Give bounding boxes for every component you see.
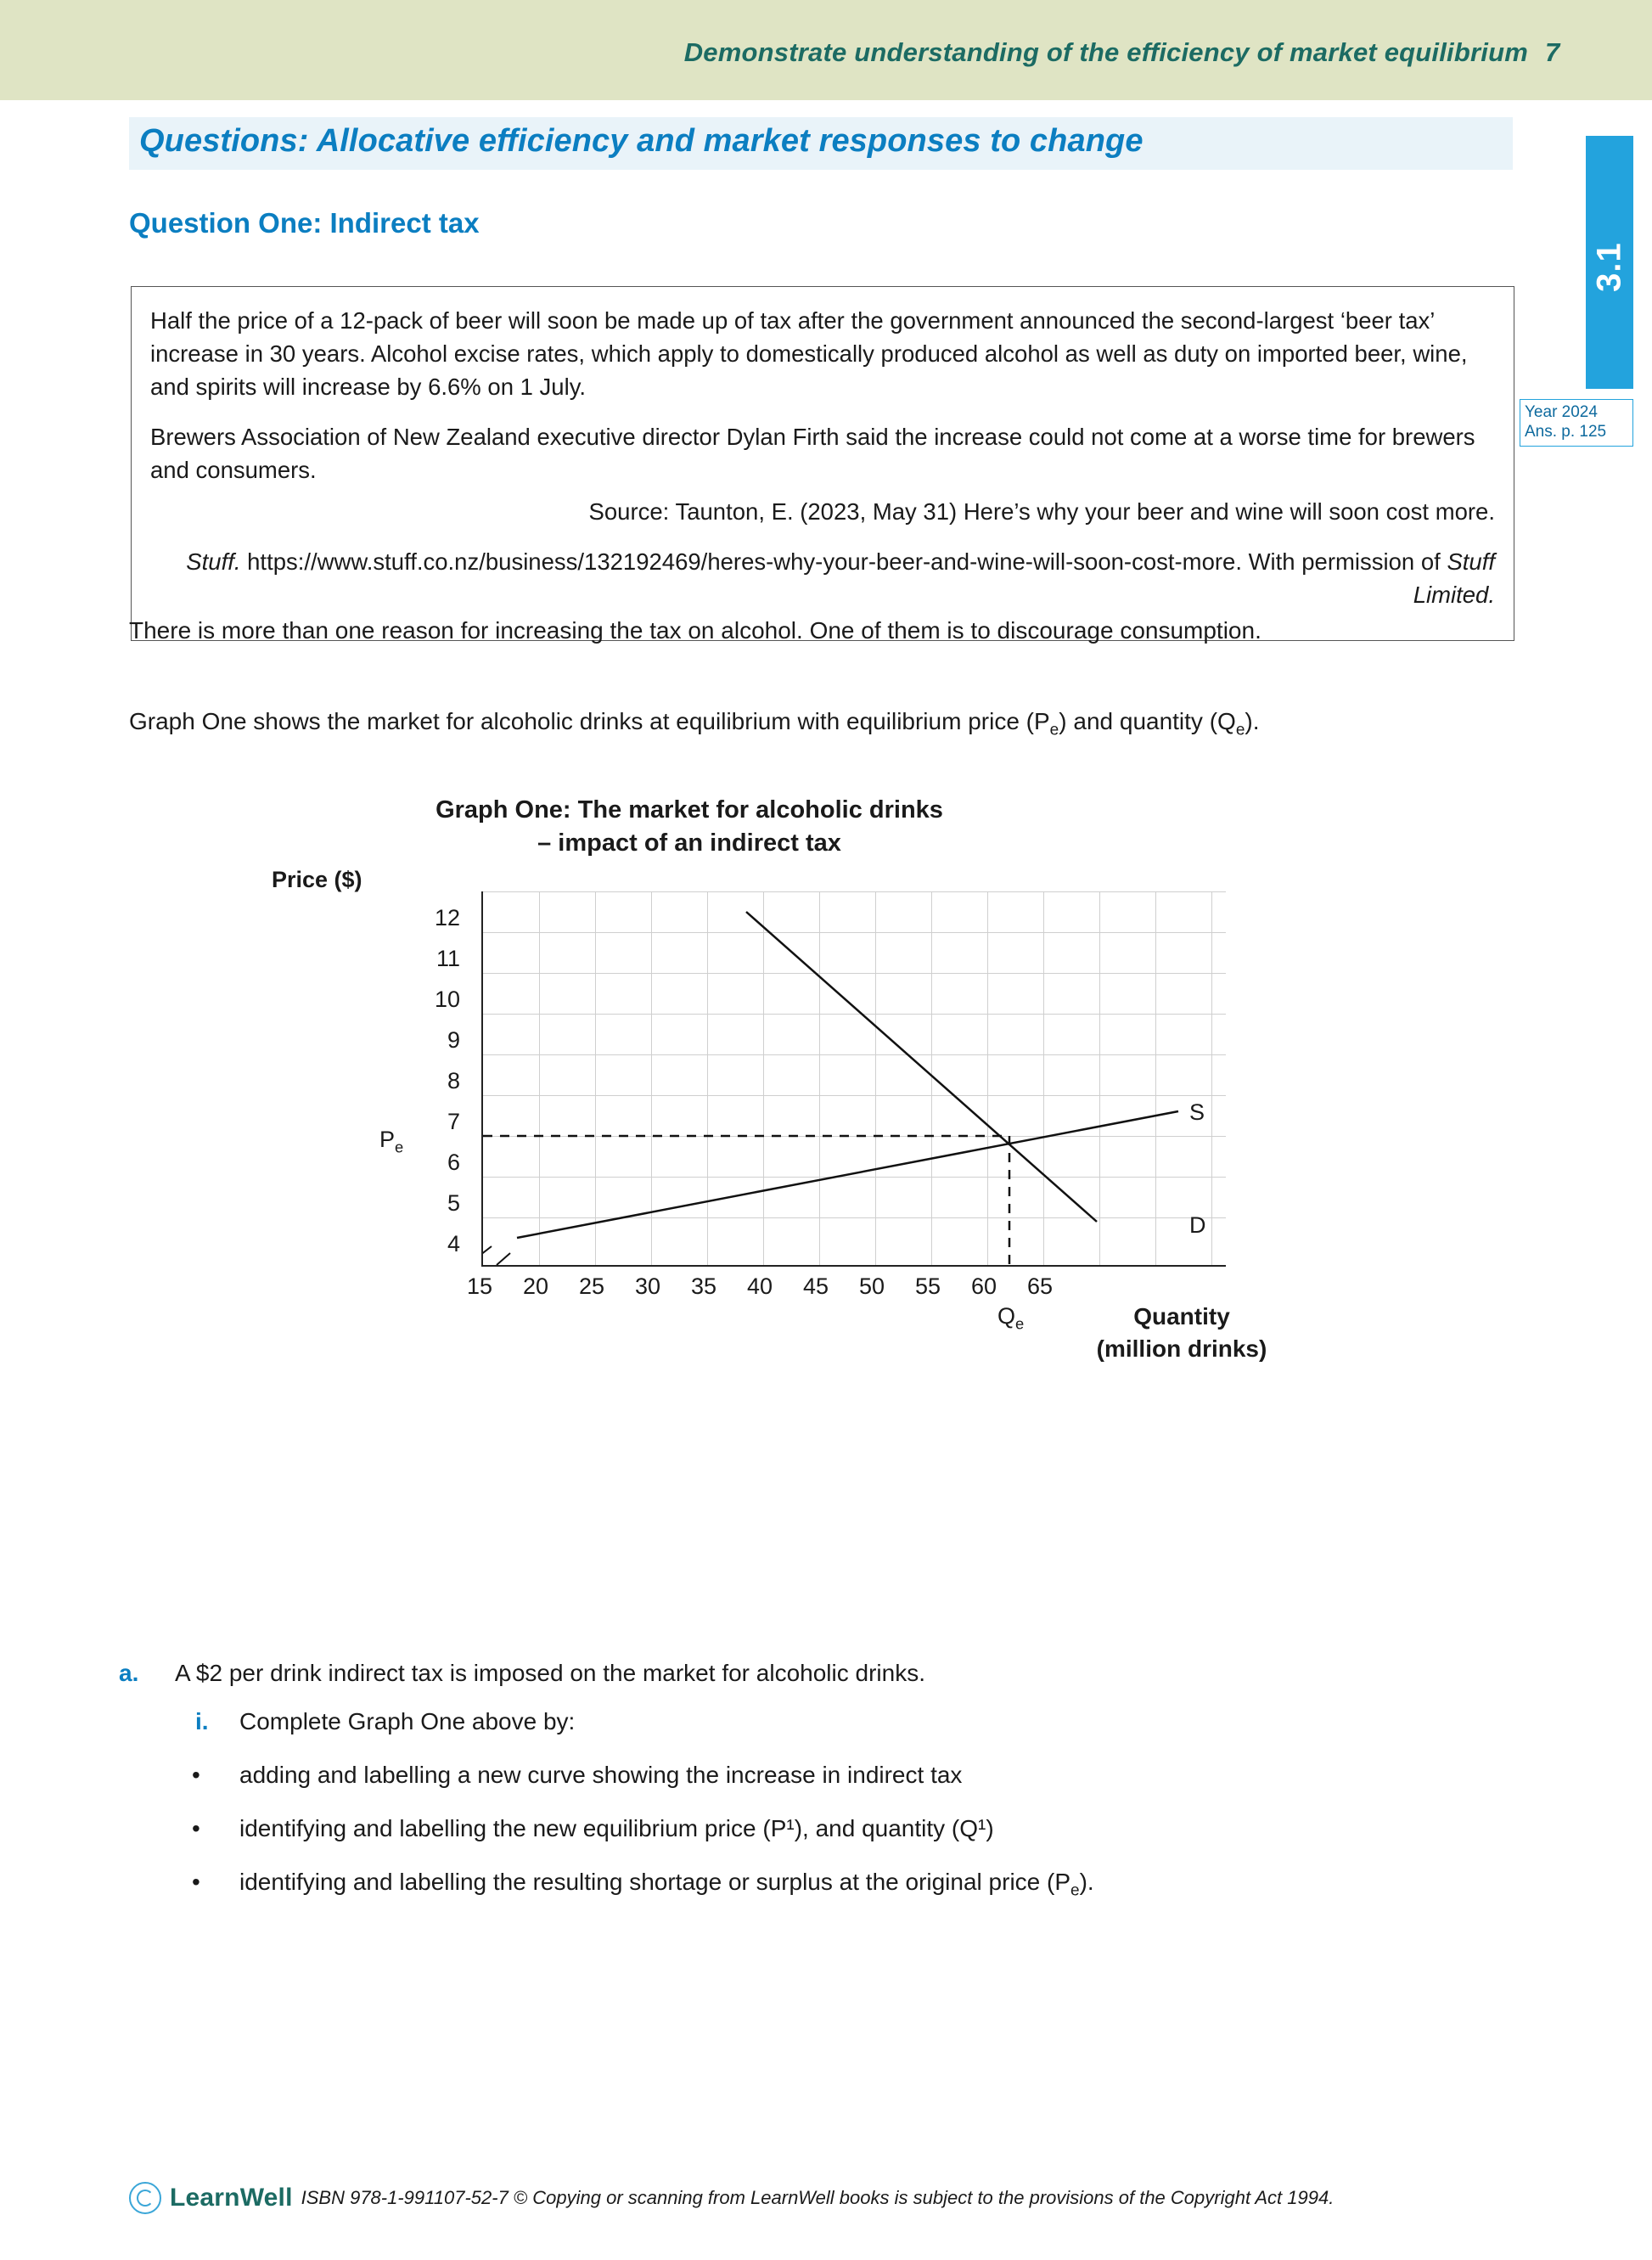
question-a-i-text: Complete Graph One above by: [239, 1708, 576, 1734]
equilibrium-quantity-label [997, 1303, 1024, 1333]
x-tick-30: 30 [634, 1273, 661, 1299]
bullet-item-3 [192, 1869, 1428, 1901]
bullet-item-3-text-part2: ). [1079, 1869, 1094, 1895]
source-credit-url: https://www.stuff.co.nz/business/132192469/heres-why-your-beer-and-wine-will-soon-cost-more. With permission of [240, 548, 1447, 576]
source-credit-line-1: Source: Taunton, E. (2023, May 31) Here’s why your beer and wine will soon cost more. [588, 498, 1495, 526]
x-tick-35: 35 [690, 1273, 717, 1299]
x-tick-60: 60 [970, 1273, 997, 1299]
y-tick-7: 7 [447, 1109, 460, 1134]
graph-curves [483, 891, 1230, 1269]
y-tick-11: 11 [435, 946, 460, 971]
bullet-dot-icon: • [192, 1762, 200, 1788]
supply-curve [517, 1111, 1178, 1238]
x-tick-20: 20 [522, 1273, 549, 1299]
axis-break-mark-1 [483, 1246, 492, 1258]
source-credit-stuff-limited: Stuff Limited. [1413, 548, 1495, 609]
pe-sub: e [395, 1138, 404, 1156]
bullet-item-2-text: identifying and labelling the new equilibrium price (P¹), and quantity (Q¹) [239, 1815, 994, 1841]
graph-title-line1: Graph One: The market for alcoholic drinks [435, 796, 943, 824]
graph-title-line2: – impact of an indirect tax [537, 829, 841, 857]
source-credit-stuff: Stuff. [186, 548, 241, 576]
plot-area [481, 891, 1226, 1267]
x-axis-label-line1: Quantity [1133, 1303, 1230, 1330]
bullet-item-2 [192, 1815, 1428, 1842]
body-paragraph-2-part3: ). [1245, 708, 1260, 734]
footer-copyright: ISBN 978-1-991107-52-7 © Copying or scanning from LearnWell books is subject to the provisions of the Copyright Act 1994. [301, 2187, 1335, 2208]
section-tab [1586, 136, 1633, 389]
qe-sub: e [1015, 1314, 1025, 1333]
x-tick-50: 50 [858, 1273, 885, 1299]
source-paragraph-1: Half the price of a 12-pack of beer will soon be made up of tax after the government announced the second-largest ‘beer tax’ increase in 30 years. Alcohol excise rates, which apply to domestically produced alcohol as well as duty on imported beer, wine, and spirits will increase by 6.6% on 1 July. [150, 307, 1468, 401]
source-credit-line-2 [150, 545, 1495, 611]
question-a-i-marker: i. [195, 1708, 209, 1734]
section-tab-label: 3.1 [1590, 242, 1628, 292]
pe-subscript: e [1049, 721, 1059, 739]
x-tick-25: 25 [578, 1273, 605, 1299]
supply-curve-label: S [1189, 1099, 1205, 1125]
x-tick-45: 45 [802, 1273, 829, 1299]
qe-letter: Q [997, 1303, 1016, 1329]
question-a-text: A $2 per drink indirect tax is imposed on the market for alcoholic drinks. [175, 1660, 925, 1686]
answer-page-label: Ans. p. 125 [1525, 423, 1607, 441]
question-one-heading: Question One: Indirect tax [129, 207, 480, 239]
source-paragraph-2: Brewers Association of New Zealand executive director Dylan Firth said the increase could not come at a worse time for brewers and consumers. [150, 424, 1475, 484]
equilibrium-price-label [379, 1127, 403, 1156]
year-label: Year 2024 [1525, 403, 1598, 421]
bullet-item-1 [192, 1762, 1428, 1789]
graph-one [129, 794, 1513, 1362]
header-title: Demonstrate understanding of the efficiency of market equilibrium [683, 37, 1528, 67]
body-paragraph-1: There is more than one reason for increasing the tax on alcohol. One of them is to discourage consumption. [129, 617, 1261, 644]
footer [129, 2182, 1572, 2214]
graph-title [129, 794, 1250, 859]
bullet-dot-icon: • [192, 1815, 200, 1841]
bullet-item-3-text-part1: identifying and labelling the resulting shortage or surplus at the original price (P [239, 1869, 1071, 1895]
y-axis-label: Price ($) [272, 867, 362, 892]
y-tick-4: 4 [447, 1231, 460, 1256]
y-tick-9: 9 [447, 1027, 460, 1053]
axis-break-mark-2 [497, 1253, 510, 1265]
x-tick-40: 40 [746, 1273, 773, 1299]
demand-curve-label: D [1189, 1212, 1206, 1238]
body-paragraph-2 [129, 705, 1419, 742]
page-number: 7 [1545, 37, 1560, 67]
body-paragraph-2-part1: Graph One shows the market for alcoholic drinks at equilibrium with equilibrium price (P [129, 708, 1050, 734]
bullet-dot-icon: • [192, 1869, 200, 1895]
pe-letter: P [379, 1127, 396, 1152]
x-axis-label-line2: (million drinks) [1096, 1335, 1267, 1362]
y-tick-10: 10 [434, 987, 460, 1012]
y-tick-12: 12 [434, 905, 460, 930]
x-tick-55: 55 [914, 1273, 941, 1299]
year-answer-box [1520, 399, 1633, 447]
y-tick-8: 8 [447, 1068, 460, 1093]
x-tick-65: 65 [1026, 1273, 1054, 1299]
demand-curve [746, 912, 1097, 1222]
bullet-item-1-text: adding and labelling a new curve showing the increase in indirect tax [239, 1762, 963, 1788]
y-tick-5: 5 [447, 1190, 460, 1216]
question-a-marker: a. [119, 1660, 139, 1686]
body-paragraph-2-part2: ) and quantity (Q [1059, 708, 1236, 734]
bullet-item-3-sub: e [1070, 1881, 1080, 1900]
questions-banner-title: Questions: Allocative efficiency and market responses to change [139, 123, 1143, 159]
y-tick-6: 6 [447, 1150, 460, 1175]
x-tick-15: 15 [466, 1273, 493, 1299]
learnwell-logo-icon [129, 2182, 161, 2214]
qe-subscript: e [1235, 721, 1245, 739]
learnwell-brand: LearnWell [170, 2184, 293, 2212]
source-box [131, 286, 1514, 641]
